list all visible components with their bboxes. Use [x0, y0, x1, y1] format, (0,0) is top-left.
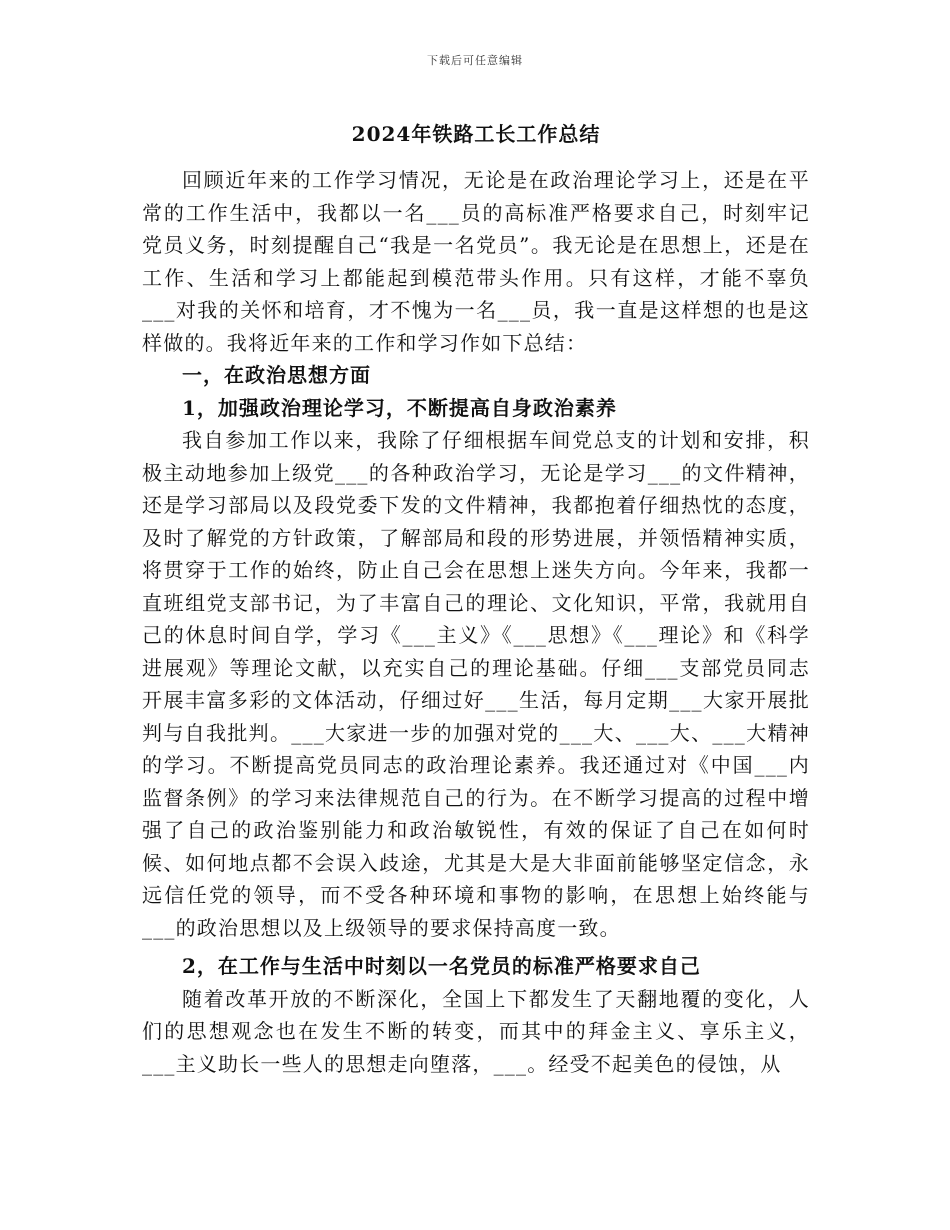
section-heading-political-thought: 一，在政治思想方面 — [182, 363, 371, 387]
header-note: 下载后可任意编辑 — [427, 54, 523, 67]
party-standard-paragraph: 随着改革开放的不断深化，全国上下都发生了天翻地覆的变化，人们的思想观念也在发生不断的转变，而其中的拜金主义、享乐主义，___主义助长一些人的思想走向堕落，___。经受不起美色的侵蚀，从 — [142, 986, 810, 1076]
intro-paragraph: 回顾近年来的工作学习情况，无论是在政治理论学习上，还是在平常的工作生活中，我都以一名___员的高标准严格要求自己，时刻牢记党员义务，时刻提醒自己“我是一名党员”。我无论是在思想上，还是在工作、生活和学习上都能起到模范带头作用。只有这样，才能不辜负___对我的关怀和培育，才不愧为一名___员，我一直是这样想的也是这样做的。我将近年来的工作和学习作如下总结： — [142, 168, 810, 355]
subsection-heading-party-standard: 2，在工作与生活中时刻以一名党员的标准严格要求自己 — [182, 954, 701, 978]
theory-study-paragraph: 我自参加工作以来，我除了仔细根据车间党总支的计划和安排，积极主动地参加上级党___的各种政治学习，无论是学习___的文件精神，还是学习部局以及段党委下发的文件精神，我都抱着仔细热忱的态度，及时了解党的方针政策，了解部局和段的形势进展，并领悟精神实质，将贯穿于工作的始终，防止自己会在思想上迷失方向。今年来，我都一直班组党支部书记，为了丰富自己的理论、文化知识，平常，我就用自己的休息时间自学，学习《___主义》《___思想》《___理论》和《科学进展观》等理论文献，以充实自己的理论基础。仔细___支部党员同志开展丰富多彩的文体活动，仔细过好___生活，每月定期___大家开展批判与自我批判。___大家进一步的加强对党的___大、___大、___大精神的学习。不断提高党员同志的政治理论素养。我还通过对《中国___内监督条例》的学习来法律规范自己的行为。在不断学习提高的过程中增强了自己的政治鉴别能力和政治敏锐性，有效的保证了自己在如何时候、如何地点都不会误入歧途，尤其是大是大非面前能够坚定信念，永远信任党的领导，而不受各种环境和事物的影响，在思想上始终能与___的政治思想以及上级领导的要求保持高度一致。 — [142, 428, 810, 940]
document-page — [142, 118, 810, 1080]
document-title: 2024年铁路工长工作总结 — [351, 122, 601, 146]
subsection-heading-theory-study: 1，加强政治理论学习，不断提高自身政治素养 — [182, 395, 617, 420]
